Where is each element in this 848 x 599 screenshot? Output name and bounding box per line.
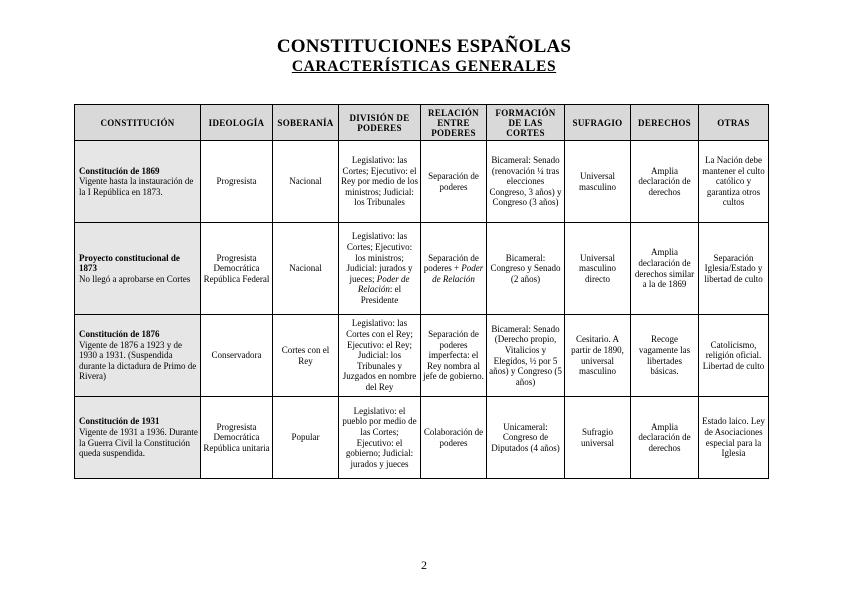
- constitutions-table: [74, 104, 769, 479]
- division-tail: : el Presidente: [360, 284, 402, 305]
- cell-ideologia: Progresista: [201, 141, 273, 223]
- constitution-name: Constitución de 1876: [79, 329, 160, 340]
- header-derechos: DERECHOS: [631, 105, 699, 141]
- cell-soberania: Nacional: [273, 223, 339, 315]
- cell-soberania: Nacional: [273, 141, 339, 223]
- cell-relacion: Separación de poderes imperfecta: el Rey nombra al jefe de gobierno.: [421, 315, 487, 397]
- header-ideologia: IDEOLOGÍA: [201, 105, 273, 141]
- page-title: CONSTITUCIONES ESPAÑOLAS: [276, 36, 572, 57]
- constitution-desc: Vigente hasta la instauración de la I República en 1873.: [79, 176, 194, 197]
- cell-constitucion: [75, 223, 201, 315]
- cell-derechos: Amplia declaración de derechos: [631, 141, 699, 223]
- header-relacion: RELACIÓN ENTRE PODERES: [421, 105, 487, 141]
- document-header: [0, 36, 848, 76]
- header-formacion: FORMACIÓN DE LAS CORTES: [487, 105, 565, 141]
- cell-ideologia: Progresista Democrática República Federal: [201, 223, 273, 315]
- constitution-name: Proyecto constitucional de 1873: [79, 252, 180, 274]
- header-sufragio: SUFRAGIO: [565, 105, 631, 141]
- cell-formacion: Bicameral: Senado (Derecho propio, Vitalicios y Elegidos, ½ por 5 años) y Congreso (5 años): [487, 315, 565, 397]
- cell-relacion: [421, 223, 487, 315]
- constitution-name: Constitución de 1869: [79, 165, 160, 176]
- relacion-italic: Poder de Relación: [432, 263, 484, 284]
- cell-ideologia: Progresista Democrática República unitaria: [201, 397, 273, 479]
- cell-otras: Estado laico. Ley de Asociaciones especial para la Iglesia: [699, 397, 769, 479]
- relacion-text: Separación de poderes +: [423, 252, 479, 274]
- cell-sufragio: Universal masculino directo: [565, 223, 631, 315]
- header-otras: OTRAS: [699, 105, 769, 141]
- constitution-desc: No llegó a aprobarse en Cortes: [79, 273, 191, 284]
- cell-derechos: Amplia declaración de derechos similar a la de 1869: [631, 223, 699, 315]
- page-subtitle: CARACTERÍSTICAS GENERALES: [291, 58, 557, 75]
- cell-relacion: Colaboración de poderes: [421, 397, 487, 479]
- cell-division: Legislativo: el pueblo por medio de las Cortes; Ejecutivo: el gobierno; Judicial: jurados y jueces: [339, 397, 421, 479]
- header-division: DIVISIÓN DE PODERES: [339, 105, 421, 141]
- cell-derechos: Recoge vagamente las libertades básicas.: [631, 315, 699, 397]
- constitution-desc: Vigente de 1876 a 1923 y de 1930 a 1931. (Suspendida durante la dictadura de Primo de Rivera): [79, 339, 197, 382]
- cell-division: [339, 223, 421, 315]
- cell-otras: La Nación debe mantener el culto católico y garantiza otros cultos: [699, 141, 769, 223]
- cell-formacion: Unicameral: Congreso de Diputados (4 años): [487, 397, 565, 479]
- cell-soberania: Popular: [273, 397, 339, 479]
- cell-sufragio: Sufragio universal: [565, 397, 631, 479]
- page-number: 2: [421, 558, 427, 572]
- table-row: [75, 141, 769, 223]
- table-row: [75, 223, 769, 315]
- cell-formacion: Bicameral: Congreso y Senado (2 años): [487, 223, 565, 315]
- cell-ideologia: Conservadora: [201, 315, 273, 397]
- cell-division: Legislativo: las Cortes; Ejecutivo: el Rey por medio de los ministros; Judicial: los Tribunales: [339, 141, 421, 223]
- constitution-desc: Vigente de 1931 a 1936. Durante la Guerra Civil la Constitución queda suspendida.: [79, 426, 198, 459]
- division-italic: Poder de Relación: [357, 273, 410, 295]
- cell-sufragio: Cesitario. A partir de 1890, universal masculino: [565, 315, 631, 397]
- division-text: Legislativo: las Cortes; Ejecutivo: los ministros; Judicial: jurados y jueces;: [346, 231, 413, 284]
- cell-division: Legislativo: las Cortes con el Rey; Ejecutivo: el Rey; Judicial: los Tribunales y Juzgados en nombre del Rey: [339, 315, 421, 397]
- cell-constitucion: [75, 397, 201, 479]
- header-soberania: SOBERANÍA: [273, 105, 339, 141]
- cell-constitucion: [75, 141, 201, 223]
- table-header-row: [75, 105, 769, 141]
- table-row: [75, 397, 769, 479]
- cell-soberania: Cortes con el Rey: [273, 315, 339, 397]
- cell-derechos: Amplia declaración de derechos: [631, 397, 699, 479]
- cell-constitucion: [75, 315, 201, 397]
- cell-otras: Catolicismo, religión oficial. Libertad de culto: [699, 315, 769, 397]
- header-constitucion: CONSTITUCIÓN: [75, 105, 201, 141]
- cell-formacion: Bicameral: Senado (renovación ¼ tras elecciones Congreso, 3 años) y Congreso (3 años): [487, 141, 565, 223]
- cell-relacion: Separación de poderes: [421, 141, 487, 223]
- cell-otras: Separación Iglesia/Estado y libertad de culto: [699, 223, 769, 315]
- cell-sufragio: Universal masculino: [565, 141, 631, 223]
- table-row: [75, 315, 769, 397]
- constitution-name: Constitución de 1931: [79, 416, 160, 427]
